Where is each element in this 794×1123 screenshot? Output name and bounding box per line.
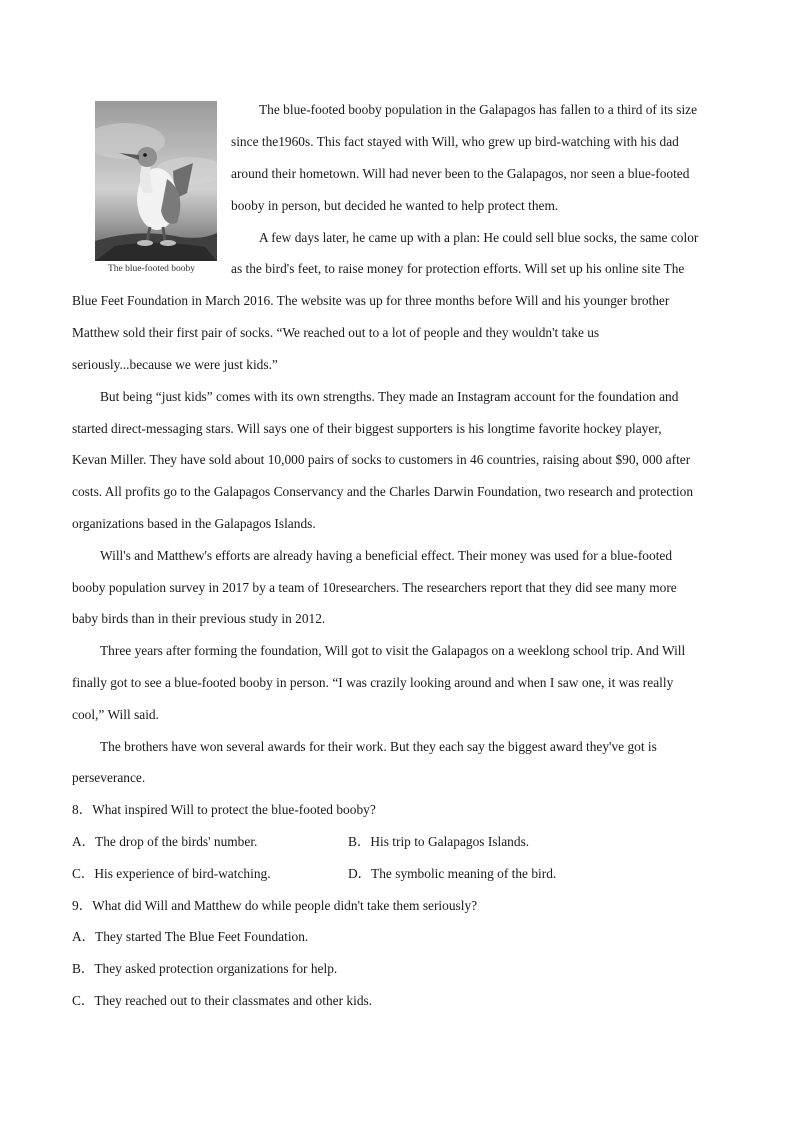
passage-line: booby population survey in 2017 by a team of 10researchers. The researchers report that they did see many more bbox=[72, 580, 677, 595]
passage-line: Kevan Miller. They have sold about 10,000 pairs of socks to customers in 46 countries, raising about $90, 000 after bbox=[72, 452, 691, 467]
passage-line: Blue Feet Foundation in March 2016. The website was up for three months before Will and his younger brother bbox=[72, 293, 670, 308]
passage-line: started direct-messaging stars. Will says one of their biggest supporters is his longtime favorite hockey player, bbox=[72, 421, 662, 436]
passage-line: Matthew sold their first pair of socks. “We reached out to a lot of people and they wouldn't take us bbox=[72, 325, 600, 340]
question-option[interactable]: B．They asked protection organizations for help. bbox=[72, 961, 338, 976]
question-option[interactable]: B．His trip to Galapagos Islands. bbox=[348, 834, 530, 849]
passage-line: around their hometown. Will had never been to the Galapagos, nor seen a blue-footed bbox=[231, 166, 690, 181]
passage-line: But being “just kids” comes with its own strengths. They made an Instagram account for the foundation and bbox=[100, 389, 679, 404]
passage-line: finally got to see a blue-footed booby in person. “I was crazily looking around and when I saw one, it was really bbox=[72, 675, 674, 690]
passage-line: since the1960s. This fact stayed with Will, who grew up bird-watching with his dad bbox=[231, 134, 679, 149]
passage-line: A few days later, he came up with a plan: He could sell blue socks, the same color bbox=[259, 230, 699, 245]
passage-line: as the bird's feet, to raise money for protection efforts. Will set up his online site The bbox=[231, 261, 685, 276]
passage-line: Three years after forming the foundation, Will got to visit the Galapagos on a weeklong school trip. And Will bbox=[100, 643, 686, 658]
passage-line: The blue-footed booby population in the Galapagos has fallen to a third of its size bbox=[259, 102, 698, 117]
passage-line: costs. All profits go to the Galapagos Conservancy and the Charles Darwin Foundation, two research and protection bbox=[72, 484, 694, 499]
passage-line: organizations based in the Galapagos Islands. bbox=[72, 516, 316, 531]
passage-line: seriously...because we were just kids.” bbox=[72, 357, 278, 372]
passage-line: baby birds than in their previous study in 2012. bbox=[72, 611, 326, 626]
question-option[interactable]: C．They reached out to their classmates and other kids. bbox=[72, 993, 373, 1008]
passage-line: The brothers have won several awards for their work. But they each say the biggest award they've got is bbox=[100, 739, 657, 754]
question-stem: 9．What did Will and Matthew do while people didn't take them seriously? bbox=[72, 898, 478, 913]
blue-footed-booby-icon bbox=[95, 101, 217, 261]
question-option[interactable]: D．The symbolic meaning of the bird. bbox=[348, 866, 557, 881]
question-option[interactable]: C．His experience of bird-watching. bbox=[72, 866, 271, 881]
figure-caption: The blue-footed booby bbox=[108, 264, 196, 274]
passage-line: perseverance. bbox=[72, 770, 146, 785]
question-option[interactable]: A．The drop of the birds' number. bbox=[72, 834, 258, 849]
passage-line: cool,” Will said. bbox=[72, 707, 159, 722]
passage-line: booby in person, but decided he wanted to help protect them. bbox=[231, 198, 559, 213]
passage-line: Will's and Matthew's efforts are already having a beneficial effect. Their money was used for a blue-footed bbox=[100, 548, 673, 563]
question-stem: 8．What inspired Will to protect the blue-footed booby? bbox=[72, 802, 376, 817]
bird-photo bbox=[95, 101, 217, 261]
question-option[interactable]: A．They started The Blue Feet Foundation. bbox=[72, 929, 309, 944]
